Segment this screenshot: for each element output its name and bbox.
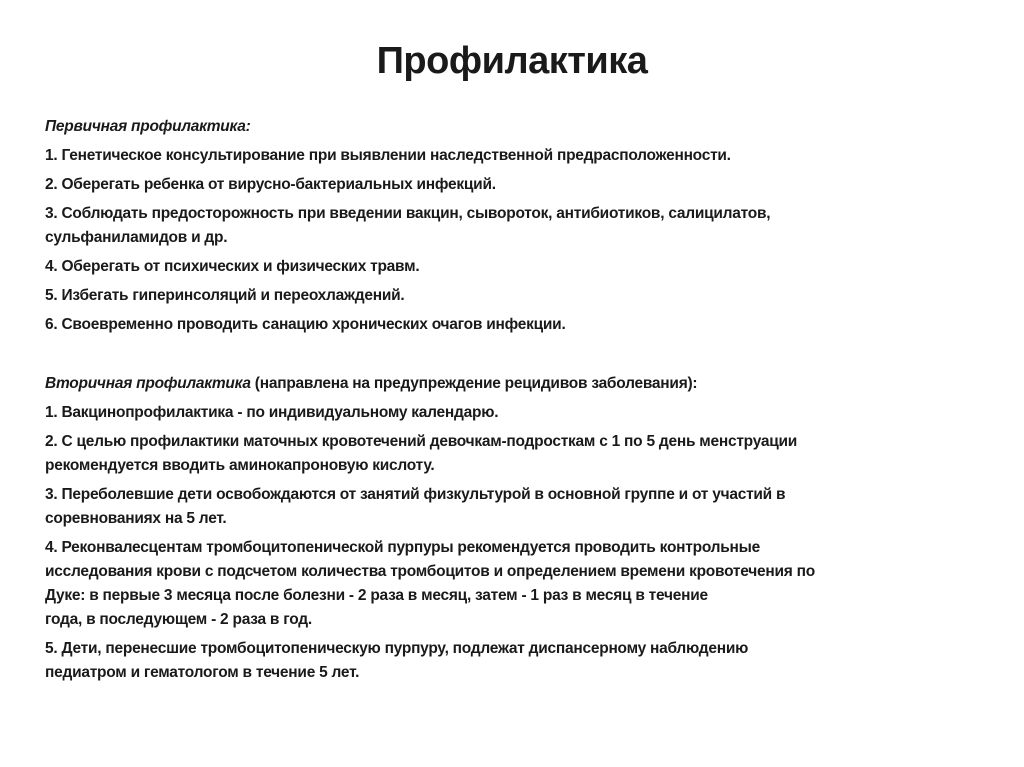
list-item-line: 4. Оберегать от психических и физических травм. [45, 258, 420, 275]
primary-heading: Первичная профилактика: [45, 118, 251, 135]
list-item [45, 401, 1005, 425]
secondary-list [45, 401, 1005, 685]
list-item [45, 202, 1005, 250]
list-item [45, 255, 1005, 279]
list-item-line: 4. Реконвалесцентам тромбоцитопенической пурпуры рекомендуется проводить контрольные [45, 539, 761, 556]
list-item-line: 3. Переболевшие дети освобождаются от занятий физкультурой в основной группе и от участий в [45, 486, 786, 503]
list-item-line: 2. С целью профилактики маточных кровотечений девочкам-подросткам с 1 по 5 день менструации [45, 433, 798, 450]
list-item-line: рекомендуется вводить аминокапроновую кислоту. [45, 457, 435, 474]
list-item [45, 144, 1005, 168]
secondary-prevention-section [45, 372, 1005, 685]
list-item [45, 637, 1005, 685]
secondary-heading-note: (направлена на предупреждение рецидивов заболевания): [250, 375, 698, 392]
list-item-line: года, в последующем - 2 раза в год. [45, 611, 312, 628]
list-item [45, 483, 1005, 531]
list-item-line: Дуке: в первые 3 месяца после болезни - 2 раза в месяц, затем - 1 раз в месяц в течение [45, 587, 708, 604]
slide-body [45, 115, 1005, 685]
primary-list [45, 144, 1005, 337]
secondary-heading-line [45, 372, 1005, 396]
list-item [45, 430, 1005, 478]
list-item [45, 173, 1005, 197]
list-item-line: 1. Вакцинопрофилактика - по индивидуальному календарю. [45, 404, 499, 421]
primary-prevention-section [45, 115, 1005, 337]
list-item-line: сульфаниламидов и др. [45, 229, 228, 246]
list-item-line: 2. Оберегать ребенка от вирусно-бактериальных инфекций. [45, 176, 496, 193]
list-item-line: 5. Избегать гиперинсоляций и переохлаждений. [45, 287, 405, 304]
list-item-line: 5. Дети, перенесшие тромбоцитопеническую пурпуру, подлежат диспансерному наблюдению [45, 640, 749, 657]
secondary-heading: Вторичная профилактика [45, 375, 251, 392]
list-item [45, 536, 1005, 632]
list-item-line: педиатром и гематологом в течение 5 лет. [45, 664, 360, 681]
list-item-line: соревнованиях на 5 лет. [45, 510, 227, 527]
list-item-line: исследования крови с подсчетом количества тромбоцитов и определением времени кровотечения по [45, 563, 815, 580]
list-item-line: 1. Генетическое консультирование при выявлении наследственной предрасположенности. [45, 147, 731, 164]
list-item-line: 6. Своевременно проводить санацию хронических очагов инфекции. [45, 316, 566, 333]
list-item [45, 284, 1005, 308]
slide-title: Профилактика [376, 40, 648, 82]
list-item [45, 313, 1005, 337]
list-item-line: 3. Соблюдать предосторожность при введении вакцин, сывороток, антибиотиков, салицилатов, [45, 205, 771, 222]
